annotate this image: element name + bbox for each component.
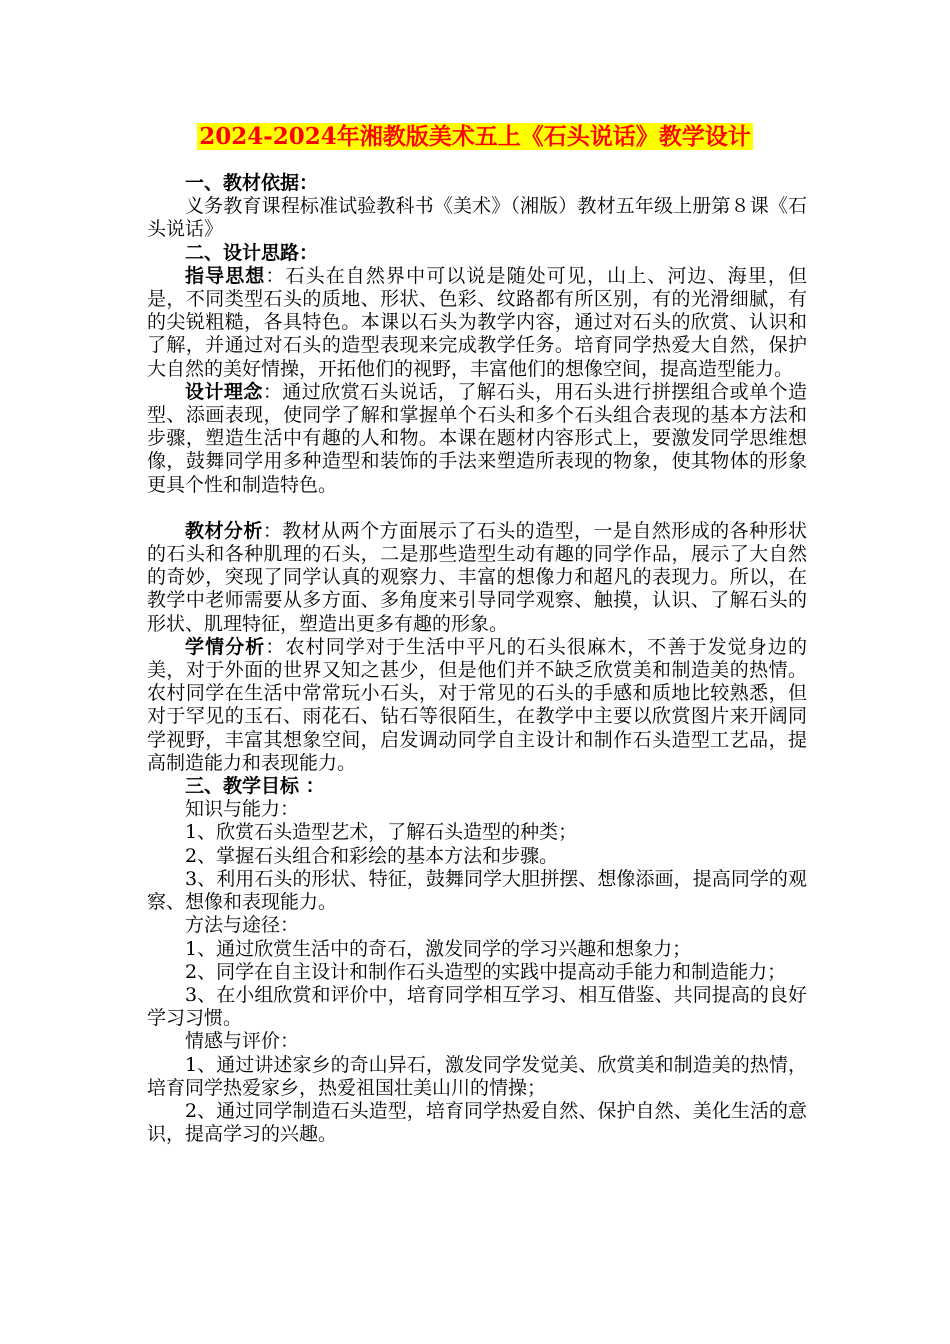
section-heading-3: 三、教学目标 ： bbox=[185, 775, 325, 798]
learner-label: 学情分析 bbox=[185, 635, 266, 658]
knowledge-item-3: 3、利用石头的形状、特征，鼓舞同学大胆拼摆、想像添画，提高同学的观察、想像和表现能力。 bbox=[147, 867, 807, 914]
emotion-heading: 情感与评价： bbox=[185, 1030, 300, 1053]
analysis-label: 教材分析 bbox=[185, 519, 263, 542]
document-title bbox=[0, 120, 950, 154]
analysis-paragraph bbox=[147, 520, 807, 636]
guide-label: 指导思想 bbox=[185, 264, 266, 287]
section-heading-1: 一、教材依据： bbox=[185, 172, 319, 194]
knowledge-item-1: 1、欣赏石头造型艺术，了解石头造型的种类； bbox=[185, 821, 578, 844]
knowledge-heading: 知识与能力： bbox=[185, 798, 300, 821]
title-highlight: 2024-2024年湘教版美术五上《石头说话》教学设计 bbox=[199, 123, 751, 150]
section-heading-2: 二、设计思路： bbox=[185, 241, 319, 264]
concept-text: ：通过欣赏石头说话，了解石头，用石头进行拼摆组合或单个造型、添画表现，使同学了解和掌握单个石头和多个石头组合表现的基本方法和步骤，塑造生活中有趣的人和物。本课在题材内容形式上，要激发同学思维想像，鼓舞同学用多种造型和装饰的手法来塑造所表现的物象，使其物体的形象更具个性和制造特色。 bbox=[147, 380, 807, 496]
knowledge-item-2: 2、掌握石头组合和彩绘的基本方法和步骤。 bbox=[185, 844, 559, 867]
method-item-2: 2、同学在自主设计和制作石头造型的实践中提高动手能力和制造能力； bbox=[185, 960, 787, 983]
concept-paragraph bbox=[147, 381, 807, 497]
method-item-3: 3、在小组欣赏和评价中，培育同学相互学习、相互借鉴、共同提高的良好学习习惯。 bbox=[147, 983, 807, 1030]
analysis-text: ：教材从两个方面展示了石头的造型，一是自然形成的各种形状的石头和各种肌理的石头，二是那些造型生动有趣的同学作品，展示了大自然的奇妙，突现了同学认真的观察力、丰富的想像力和超凡的表现力。所以，在教学中老师需要从多方面、多角度来引导同学观察、触摸，认识、了解石头的形状、肌理特征，塑造出更多有趣的形象。 bbox=[147, 519, 807, 635]
method-heading: 方法与途径： bbox=[185, 914, 300, 937]
method-item-1: 1、通过欣赏生活中的奇石，激发同学的学习兴趣和想象力； bbox=[185, 937, 692, 960]
guide-paragraph bbox=[147, 265, 807, 381]
learner-text: ：农村同学对于生活中平凡的石头很麻木，不善于发觉身边的美，对于外面的世界又知之甚少，但是他们并不缺乏欣赏美和制造美的热情。农村同学在生活中常常玩小石头，对于常见的石头的手感和质地比较熟悉，但对于罕见的玉石、雨花石、钻石等很陌生，在教学中主要以欣赏图片来开阔同学视野，丰富其想象空间，启发调动同学自主设计和制作石头造型工艺品，提高制造能力和表现能力。 bbox=[147, 635, 807, 774]
concept-label: 设计理念 bbox=[185, 380, 263, 403]
emotion-item-2: 2、通过同学制造石头造型，培育同学热爱自然、保护自然、美化生活的意识，提高学习的兴趣。 bbox=[147, 1099, 807, 1146]
guide-text: ：石头在自然界中可以说是随处可见，山上、河边、海里，但是，不同类型石头的质地、形状、色彩、纹路都有所区别，有的光滑细腻，有的尖锐粗糙，各具特色。本课以石头为教学内容，通过对石头的欣赏、认识和了解，并通过对石头的造型表现来完成教学任务。培育同学热爱大自然，保护大自然的美好情操，开拓他们的视野，丰富他们的想像空间，提高造型能力。 bbox=[147, 264, 807, 380]
section-1-text: 义务教育课程标准试验教科书《美术》（湘版）教材五年级上册第８课《石头说话》 bbox=[147, 195, 807, 241]
emotion-item-1: 1、通过讲述家乡的奇山异石，激发同学发觉美、欣赏美和制造美的热情，培育同学热爱家乡，热爱祖国壮美山川的情操； bbox=[147, 1053, 807, 1099]
learner-paragraph bbox=[147, 636, 807, 775]
document-body bbox=[147, 172, 807, 1146]
